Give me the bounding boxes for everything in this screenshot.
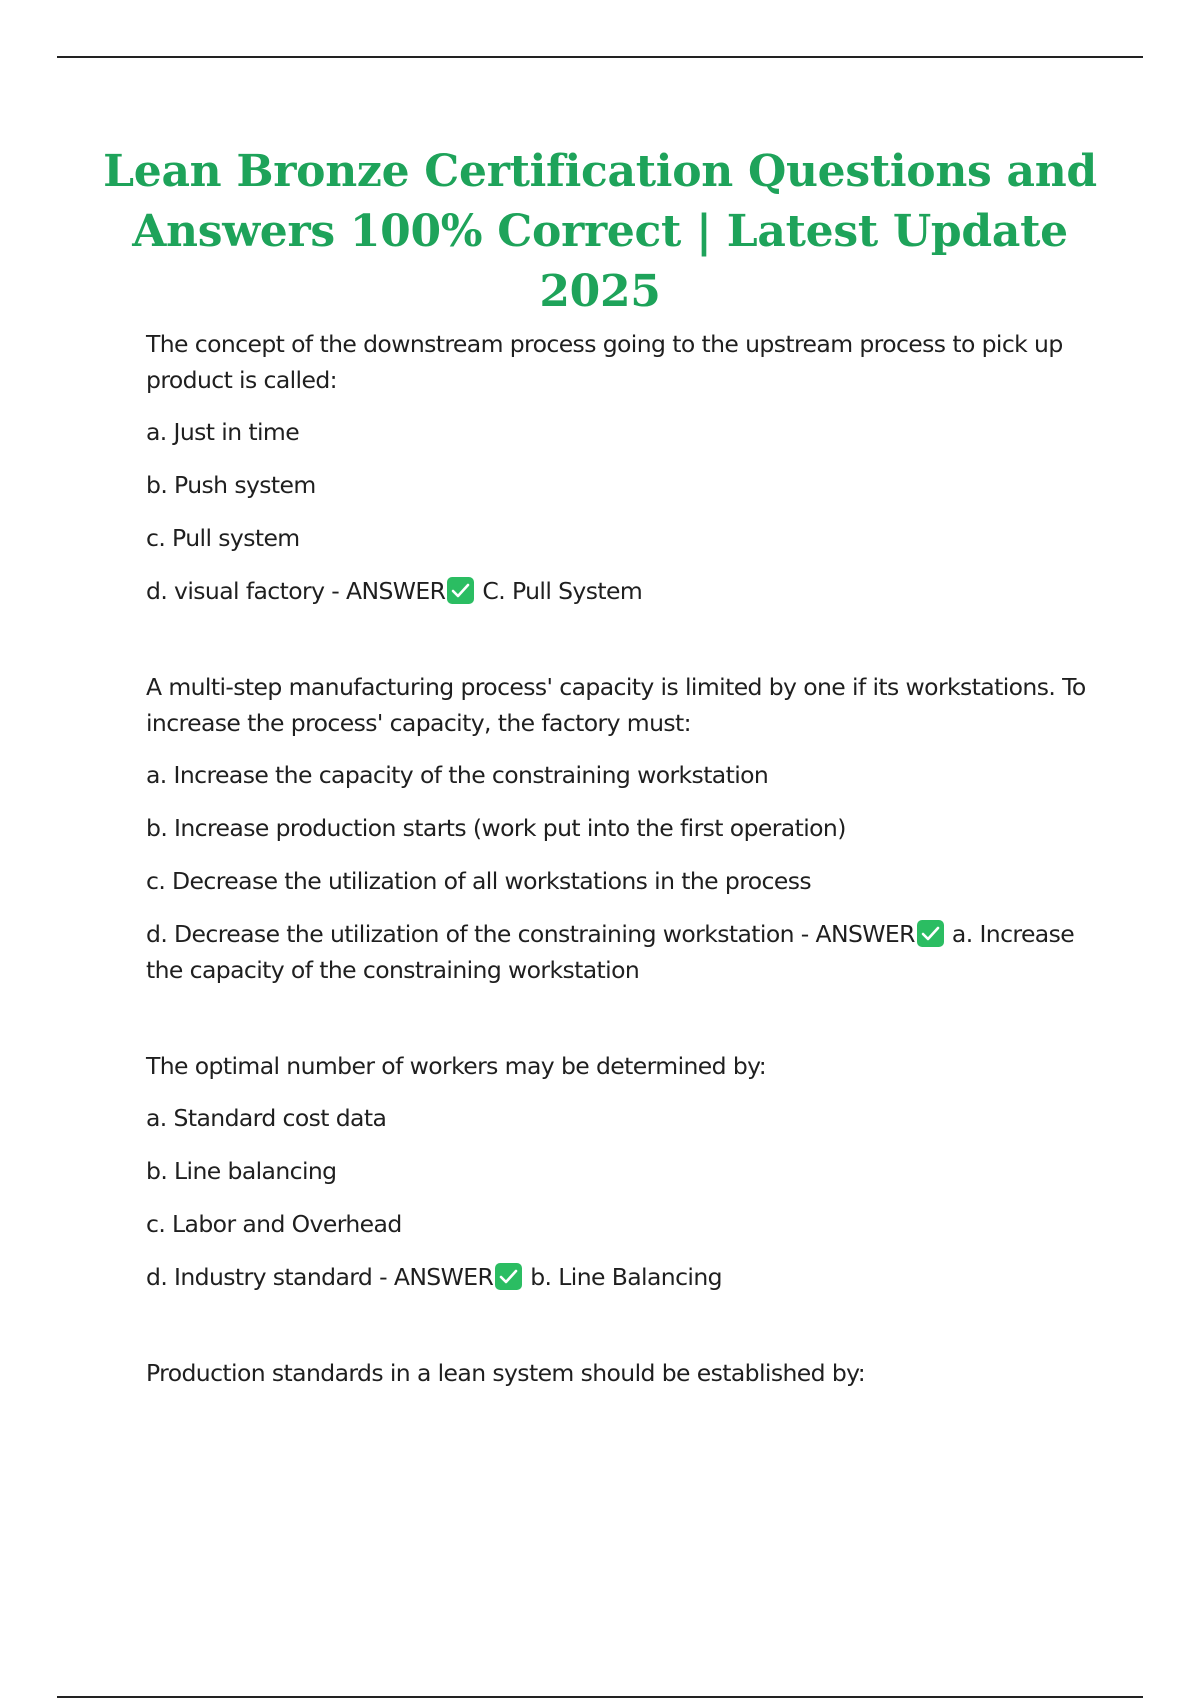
option-c: c. Labor and Overhead bbox=[146, 1210, 402, 1238]
option-d: d. visual factory - ANSWER bbox=[146, 577, 446, 605]
option-d: d. Industry standard - ANSWER bbox=[146, 1263, 494, 1291]
question-1 bbox=[146, 326, 1086, 609]
option-d-with-answer bbox=[146, 916, 1086, 988]
question-stem: The concept of the downstream process going to the upstream process to pick up product is called: bbox=[146, 330, 1063, 394]
answer-text: a. Increase the capacity of the constraining workstation bbox=[146, 920, 1075, 984]
question-3 bbox=[146, 1048, 1086, 1295]
check-icon bbox=[495, 1263, 522, 1290]
option-d-with-answer bbox=[146, 573, 1086, 609]
option-c: c. Decrease the utilization of all workstations in the process bbox=[146, 867, 812, 895]
title-line-2: Answers 100% Correct | Latest Update 2025 bbox=[132, 206, 1068, 317]
question-list bbox=[146, 326, 1086, 1407]
answer-text: C. Pull System bbox=[482, 577, 643, 605]
check-icon bbox=[447, 577, 474, 604]
option-a: a. Just in time bbox=[146, 418, 300, 446]
question-stem: Production standards in a lean system should be established by: bbox=[146, 1359, 866, 1387]
question-2 bbox=[146, 669, 1086, 988]
option-a: a. Increase the capacity of the constraining workstation bbox=[146, 761, 769, 789]
option-b: b. Line balancing bbox=[146, 1157, 337, 1185]
title-line-1: Lean Bronze Certification Questions and bbox=[103, 146, 1097, 197]
option-b: b. Push system bbox=[146, 471, 316, 499]
option-b: b. Increase production starts (work put into the first operation) bbox=[146, 814, 846, 842]
answer-text: b. Line Balancing bbox=[530, 1263, 722, 1291]
option-a: a. Standard cost data bbox=[146, 1104, 387, 1132]
question-stem: The optimal number of workers may be determined by: bbox=[146, 1052, 767, 1080]
question-stem: A multi-step manufacturing process' capacity is limited by one if its workstations. To increase the process' capacity, the factory must: bbox=[146, 673, 1086, 737]
option-d: d. Decrease the utilization of the constraining workstation - ANSWER bbox=[146, 920, 915, 948]
option-c: c. Pull system bbox=[146, 524, 300, 552]
option-d-with-answer bbox=[146, 1259, 1086, 1295]
document-title bbox=[100, 142, 1100, 322]
question-4 bbox=[146, 1355, 1086, 1391]
check-icon bbox=[917, 920, 944, 947]
top-rule bbox=[57, 56, 1143, 58]
bottom-rule bbox=[57, 1696, 1143, 1698]
